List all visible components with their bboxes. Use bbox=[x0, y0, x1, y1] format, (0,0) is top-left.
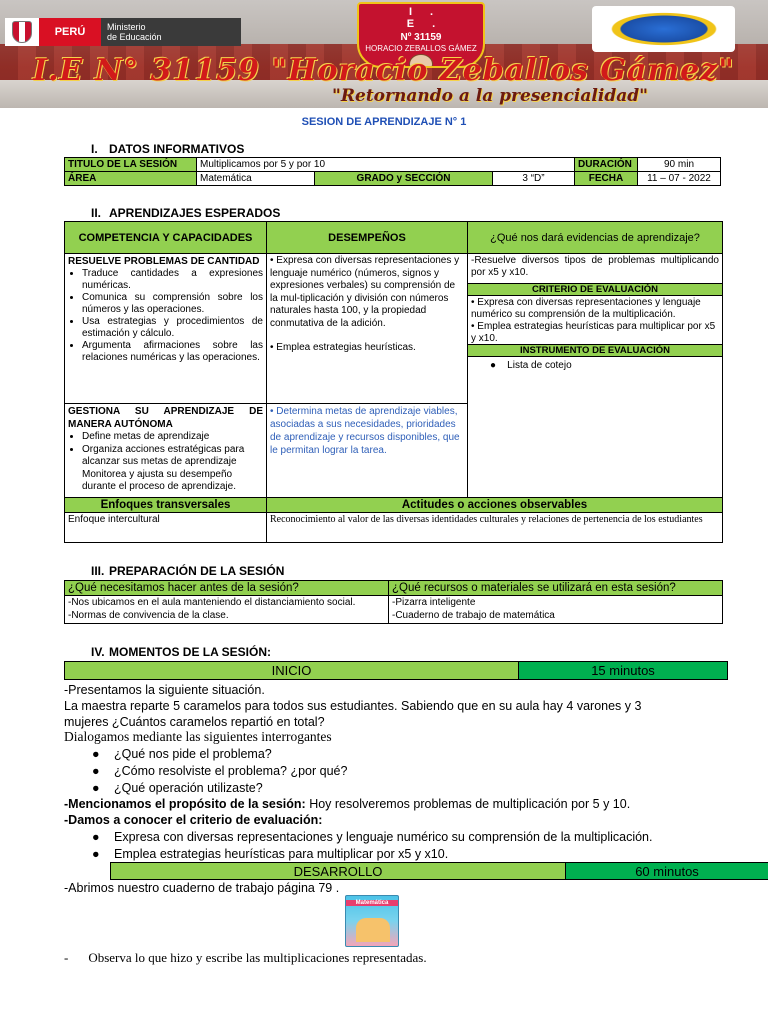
section-momentos bbox=[91, 645, 271, 659]
question-2 bbox=[92, 763, 347, 779]
criterio-label: -Damos a conocer el criterio de evaluación: bbox=[64, 813, 323, 827]
desempeno-3: • Determina metas de aprendizaje viables, asociadas a sus necesidades, prioridades de aprendizaje y recursos disponibles, que le permitan lograr la tarea. bbox=[267, 404, 468, 498]
section-number: I. bbox=[91, 142, 98, 156]
bullet-icon: ● bbox=[92, 764, 100, 778]
gov-ministry-line1: Ministerio bbox=[107, 22, 146, 32]
list-item: • Argumenta afirmaciones sobre las relaciones numéricas y las operaciones. bbox=[82, 340, 263, 364]
section-number: III. bbox=[91, 564, 105, 578]
inicio-bar bbox=[64, 661, 728, 680]
recurso-1: -Pizarra inteligente bbox=[392, 597, 476, 608]
list-item: • Traduce cantidades a expresiones numéricas. bbox=[82, 268, 263, 292]
proposito bbox=[64, 796, 630, 812]
area-label: ÁREA bbox=[65, 172, 197, 186]
header-recursos: ¿Qué recursos o materiales se utilizará en esta sesión? bbox=[389, 581, 723, 596]
antes-1: -Nos ubicamos en el aula manteniendo el distanciamiento social. bbox=[68, 597, 356, 608]
question-text: ¿Cómo resolviste el problema? ¿por qué? bbox=[114, 764, 348, 778]
desarrollo-bar bbox=[110, 862, 768, 880]
criterio-2: • Emplea estrategias heurísticas para multiplicar por x5 y x10. bbox=[471, 321, 716, 344]
datos-table bbox=[64, 157, 721, 186]
competencia-2 bbox=[65, 404, 267, 498]
banner-title: I.E N° 31159 "Horacio Zeballos Gámez" bbox=[33, 53, 735, 88]
gov-ministry bbox=[101, 18, 241, 46]
list-item: • Comunica su comprensión sobre los números y las operaciones. bbox=[82, 292, 263, 316]
proposito-label: -Mencionamos el propósito de la sesión: bbox=[64, 797, 306, 811]
question-text: ¿Qué operación utilizaste? bbox=[114, 781, 263, 795]
titulo-value: Multiplicamos por 5 y por 10 bbox=[197, 158, 575, 172]
criterio-text: Emplea estrategias heurísticas para multiplicar por x5 y x10. bbox=[114, 847, 449, 861]
section-datos-informativos bbox=[91, 142, 244, 156]
criterio-bullet-2 bbox=[92, 846, 448, 862]
question-3 bbox=[92, 780, 263, 796]
duracion-label: DURACIÓN bbox=[575, 158, 638, 172]
instrumento-header: INSTRUMENTO DE EVALUACIÓN bbox=[468, 344, 722, 357]
gov-country: PERÚ bbox=[39, 18, 101, 46]
section-label: PREPARACIÓN DE LA SESIÓN bbox=[109, 564, 285, 578]
competencia-1 bbox=[65, 254, 267, 404]
recursos-cell bbox=[389, 596, 723, 624]
actitudes-header: Actitudes o acciones observables bbox=[267, 498, 723, 513]
header-banner bbox=[0, 0, 768, 108]
enfoque-value: Enfoque intercultural bbox=[65, 513, 267, 543]
header-evidencias: ¿Qué nos dará evidencias de aprendizaje? bbox=[468, 222, 723, 254]
header-competencia: COMPETENCIA Y CAPACIDADES bbox=[65, 222, 267, 254]
book-title: Matemática bbox=[346, 900, 398, 906]
list-item: • Usa estrategias y procedimientos de estimación y cálculo. bbox=[82, 316, 263, 340]
competencia-1-list bbox=[80, 268, 263, 364]
session-title: SESION DE APRENDIZAJE N° 1 bbox=[301, 116, 467, 128]
actitud-value: Reconocimiento al valor de las diversas identidades culturales y relaciones de pertenencia de los estudiantes bbox=[267, 513, 723, 543]
proposito-text: Hoy resolveremos problemas de multiplicación por 5 y 10. bbox=[305, 797, 631, 811]
bullet-icon: ● bbox=[92, 847, 100, 861]
desarrollo-time: 60 minutos bbox=[566, 862, 768, 880]
inicio-p3: Dialogamos mediante las siguientes interrogantes bbox=[64, 729, 332, 744]
workbook-cover-image bbox=[345, 895, 399, 947]
crest-number: Nº 31159 bbox=[400, 32, 442, 43]
section-preparacion bbox=[91, 564, 284, 578]
question-1 bbox=[92, 746, 272, 762]
header-desempenos: DESEMPEÑOS bbox=[267, 222, 468, 254]
section-label: DATOS INFORMATIVOS bbox=[109, 142, 245, 156]
children-illustration bbox=[356, 918, 390, 942]
desempeno-1: • Expresa con diversas representaciones y lenguaje numérico (números, signos y expresiones verbales) su comprensión de la mul-tiplicación y división con números naturales hasta 100, y la propiedad conmutativa de la adición. bbox=[270, 255, 460, 329]
ugel-logo bbox=[592, 6, 735, 52]
criterio-bullet-1 bbox=[92, 829, 652, 845]
desempeno-2: • Emplea estrategias heurísticas. bbox=[270, 342, 416, 353]
banner-subtitle: "Retornando a la presencialidad" bbox=[332, 86, 648, 106]
desarrollo-p2 bbox=[64, 950, 427, 966]
desarrollo-label: DESARROLLO bbox=[110, 862, 566, 880]
evidencias-cell bbox=[468, 254, 723, 498]
desempenos-1 bbox=[267, 254, 468, 404]
desarrollo-p2-text: Observa lo que hizo y escribe las multiplicaciones representadas. bbox=[88, 950, 427, 965]
section-label: MOMENTOS DE LA SESIÓN: bbox=[109, 645, 272, 659]
bullet-icon: ● bbox=[490, 360, 508, 371]
inicio-time: 15 minutos bbox=[519, 661, 728, 680]
competencia-2-list bbox=[80, 431, 263, 494]
titulo-label: TITULO DE LA SESIÓN bbox=[65, 158, 197, 172]
peru-shield-icon bbox=[5, 18, 39, 46]
antes-2: -Normas de convivencia de la clase. bbox=[68, 609, 229, 621]
evidencia-text: -Resuelve diversos tipos de problemas multiplicando por x5 y x10. bbox=[471, 255, 719, 278]
fecha-value: 11 – 07 - 2022 bbox=[638, 172, 721, 186]
list-item: • Organiza acciones estratégicas para alcanzar sus metas de aprendizaje Monitorea y ajusta su desempeño durante el proceso de aprendizaje. bbox=[82, 444, 263, 494]
dash: - bbox=[64, 950, 69, 965]
section-number: IV. bbox=[91, 645, 105, 659]
emblem-icon bbox=[609, 12, 719, 46]
inicio-p2: La maestra reparte 5 caramelos para todos sus estudiantes. Sabiendo que en su aula hay 4 varones y 3 mujeres ¿Cuántos caramelos repartió en total? bbox=[64, 699, 642, 729]
section-number: II. bbox=[91, 206, 102, 220]
preparacion-table bbox=[64, 580, 723, 624]
fecha-label: FECHA bbox=[575, 172, 638, 186]
aprendizajes-table bbox=[64, 221, 723, 543]
desarrollo-p1: -Abrimos nuestro cuaderno de trabajo página 79 . bbox=[64, 881, 340, 895]
bullet-icon: ● bbox=[92, 747, 100, 761]
inicio-p1: -Presentamos la siguiente situación. bbox=[64, 683, 265, 697]
grado-label: GRADO y SECCIÓN bbox=[315, 172, 493, 186]
area-value: Matemática bbox=[197, 172, 315, 186]
grado-value: 3 “D” bbox=[493, 172, 575, 186]
instrumento-list bbox=[468, 357, 722, 371]
gov-ministry-line2: de Educación bbox=[107, 32, 162, 42]
crest-top: I. E. bbox=[406, 6, 454, 30]
criterio-text: Expresa con diversas representaciones y lenguaje numérico su comprensión de la multiplicación. bbox=[114, 830, 653, 844]
question-text: ¿Qué nos pide el problema? bbox=[114, 747, 272, 761]
criterio-header: CRITERIO DE EVALUACIÓN bbox=[468, 283, 722, 296]
criterio-list bbox=[468, 296, 722, 344]
crest-name: HORACIO ZEBALLOS GÁMEZ bbox=[365, 44, 477, 53]
recurso-2: -Cuaderno de trabajo de matemática bbox=[392, 609, 555, 621]
section-label: APRENDIZAJES ESPERADOS bbox=[109, 206, 281, 220]
competencia-2-title: GESTIONA SU APRENDIZAJE DE MANERA AUTÓNOMA bbox=[68, 406, 263, 430]
antes-cell bbox=[65, 596, 389, 624]
inicio-label: INICIO bbox=[64, 661, 519, 680]
competencia-1-title: RESUELVE PROBLEMAS DE CANTIDAD bbox=[68, 256, 260, 267]
header-antes: ¿Qué necesitamos hacer antes de la sesión? bbox=[65, 581, 389, 596]
bullet-icon: ● bbox=[92, 830, 100, 844]
enfoques-header: Enfoques transversales bbox=[65, 498, 267, 513]
government-logo bbox=[5, 18, 241, 46]
list-item: • Define metas de aprendizaje bbox=[82, 431, 263, 444]
instrumento-value: Lista de cotejo bbox=[507, 360, 572, 371]
duracion-value: 90 min bbox=[638, 158, 721, 172]
bullet-icon: ● bbox=[92, 781, 100, 795]
section-aprendizajes bbox=[91, 206, 280, 220]
criterio-1: • Expresa con diversas representaciones y lenguaje numérico su comprensión de la multiplicación. bbox=[471, 297, 701, 320]
